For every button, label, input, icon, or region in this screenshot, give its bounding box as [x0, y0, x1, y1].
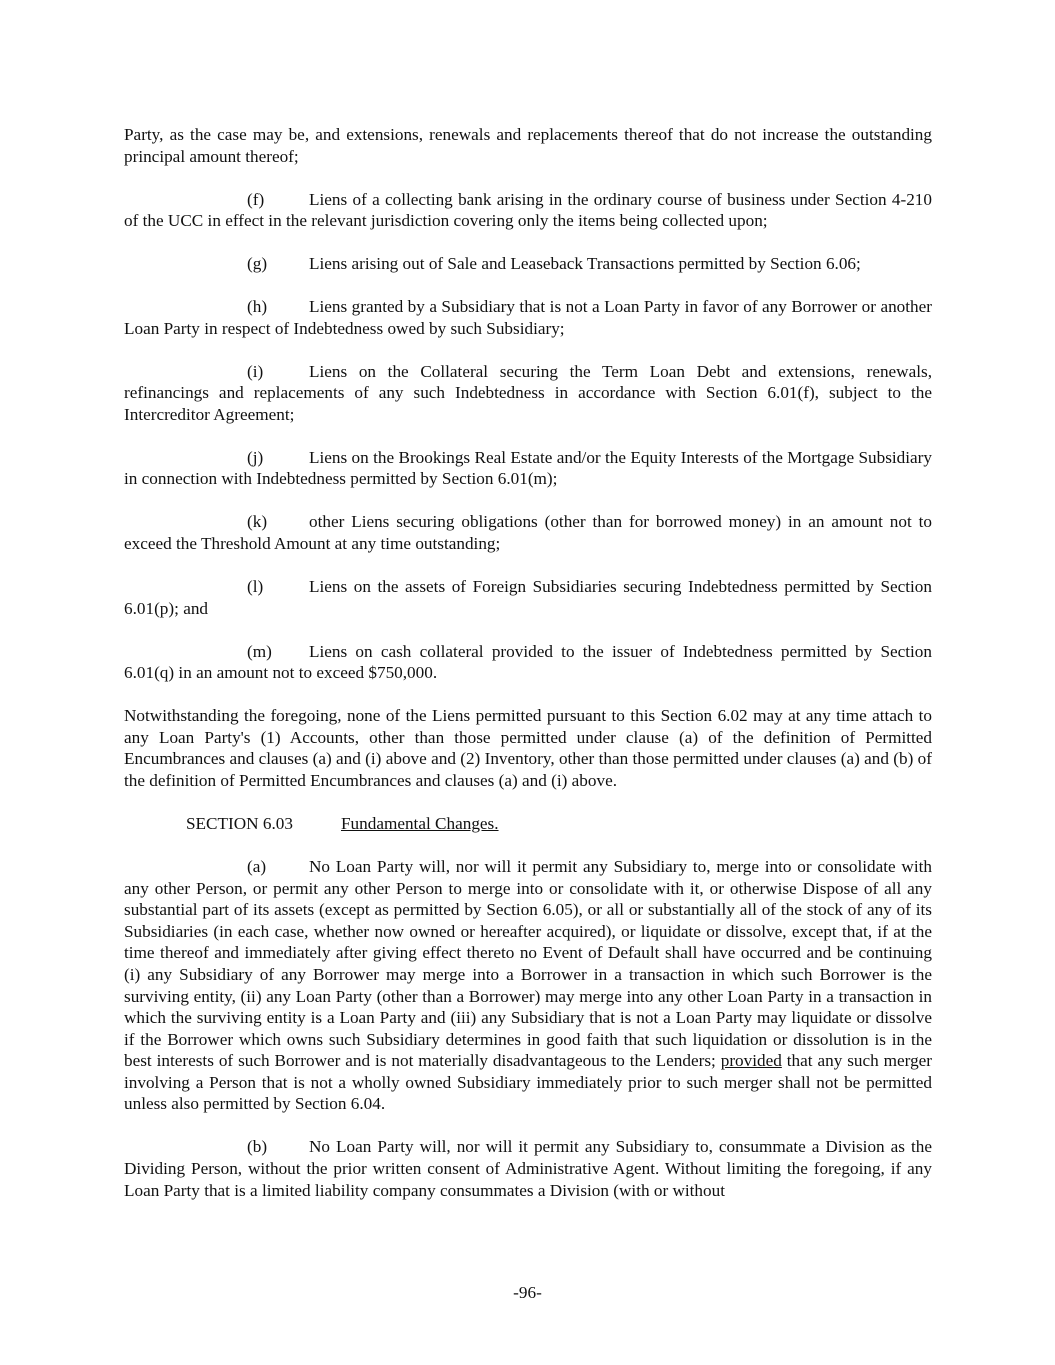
item-label: (l): [247, 577, 264, 597]
item-text: Liens on cash collateral provided to the issuer of Indebtedness permitted by Section 6.01(q) in an amount not to exceed $750,000.: [124, 641, 932, 683]
continued-paragraph: Party, as the case may be, and extensions, renewals and replacements thereof that do not increase the outstanding principal amount thereof;: [124, 125, 932, 166]
list-item: [124, 361, 932, 426]
list-item: [124, 447, 932, 490]
list-item: [124, 576, 932, 619]
item-text: Liens arising out of Sale and Leaseback Transactions permitted by Section 6.06;: [309, 254, 861, 274]
section-item-a: [124, 856, 932, 1115]
item-text: Liens on the assets of Foreign Subsidiaries securing Indebtedness permitted by Section 6.01(p); and: [124, 577, 932, 618]
list-item: [124, 253, 932, 275]
item-text: No Loan Party will, nor will it permit any Subsidiary to, merge into or consolidate with any other Person, or permit any other Person to merge into or consolidate with it, or otherwise Dispose of all any substantial part of its assets (except as permitted by Section 6.05), or all or substantially all of the stock of any of its Subsidiaries (in each case, whether now owned or hereafter acquired), or liquidate or dissolve, except that, if at the time thereof and immediately after giving effect thereto no Event of Default shall have occurred and be continuing (i) any Subsidiary of any Borrower may merge into a Borrower in a transaction in which such Borrower is the surviving entity, (ii) any Loan Party (other than a Borrower) may merge into any other Loan Party in a transaction in which the surviving entity is a Loan Party and (iii) any Subsidiary that is not a Loan Party may liquidate or dissolve if the Borrower which owns such Subsidiary determines in good faith that such liquidation or dissolution is in the best interests of such Borrower and is not materially disadvantageous to the Lenders;: [124, 856, 932, 1071]
item-text-continued: that any such merger involving a Person that is not a wholly owned Subsidiary immediately prior to such merger shall not be permitted unless also permitted by Section 6.04.: [124, 1051, 933, 1114]
item-label: (g): [247, 254, 268, 274]
item-text: Liens on the Collateral securing the Term Loan Debt and extensions, renewals, refinancings and replacements of any such Indebtedness in accordance with Section 6.01(f), subject to the Intercreditor Agreement;: [124, 361, 932, 424]
list-item: [124, 641, 932, 684]
page-number: -96-: [513, 1283, 542, 1302]
notwithstanding-paragraph: Notwithstanding the foregoing, none of the Liens permitted pursuant to this Section 6.02 may at any time attach to any Loan Party's (1) Accounts, other than those permitted under clause (a) of the definition of Permitted Encumbrances and clauses (a) and (i) above and (2) Inventory, other than those permitted under clauses (a) and (b) of the definition of Permitted Encumbrances and clauses (a) and (i) above.: [124, 706, 932, 790]
item-label: (a): [247, 856, 267, 876]
item-label: (m): [247, 641, 272, 661]
item-label: (k): [247, 512, 268, 532]
item-text: Liens of a collecting bank arising in the ordinary course of business under Section 4-210 of the UCC in effect in the relevant jurisdiction covering only the items being collected upon;: [124, 189, 932, 231]
section-title: Fundamental Changes.: [341, 813, 499, 833]
item-label: (i): [247, 361, 264, 381]
lien-items-list: [124, 189, 932, 684]
item-label: (j): [247, 447, 264, 467]
item-label: (b): [247, 1137, 268, 1157]
section-item-b: [124, 1136, 932, 1201]
item-text: No Loan Party will, nor will it permit any Subsidiary to, consummate a Division as the Dividing Person, without the prior written consent of Administrative Agent. Without limiting the foregoing, if any Loan Party that is a limited liability company consummates a Division (with or without: [124, 1137, 932, 1200]
document-page: [124, 124, 932, 1223]
item-text: Liens granted by a Subsidiary that is not a Loan Party in favor of any Borrower or another Loan Party in respect of Indebtedness owed by such Subsidiary;: [124, 297, 932, 338]
item-label: (h): [247, 297, 268, 317]
list-item: [124, 296, 932, 339]
item-label: (f): [247, 189, 265, 209]
list-item: [124, 189, 932, 232]
section-number: SECTION 6.03: [186, 813, 293, 833]
provided-emphasis: provided: [720, 1051, 782, 1071]
item-text: other Liens securing obligations (other than for borrowed money) in an amount not to exceed the Threshold Amount at any time outstanding;: [124, 512, 932, 554]
item-text: Liens on the Brookings Real Estate and/or the Equity Interests of the Mortgage Subsidiary in connection with Indebtedness permitted by Section 6.01(m);: [124, 447, 932, 489]
list-item: [124, 511, 932, 554]
section-heading: [124, 813, 932, 835]
